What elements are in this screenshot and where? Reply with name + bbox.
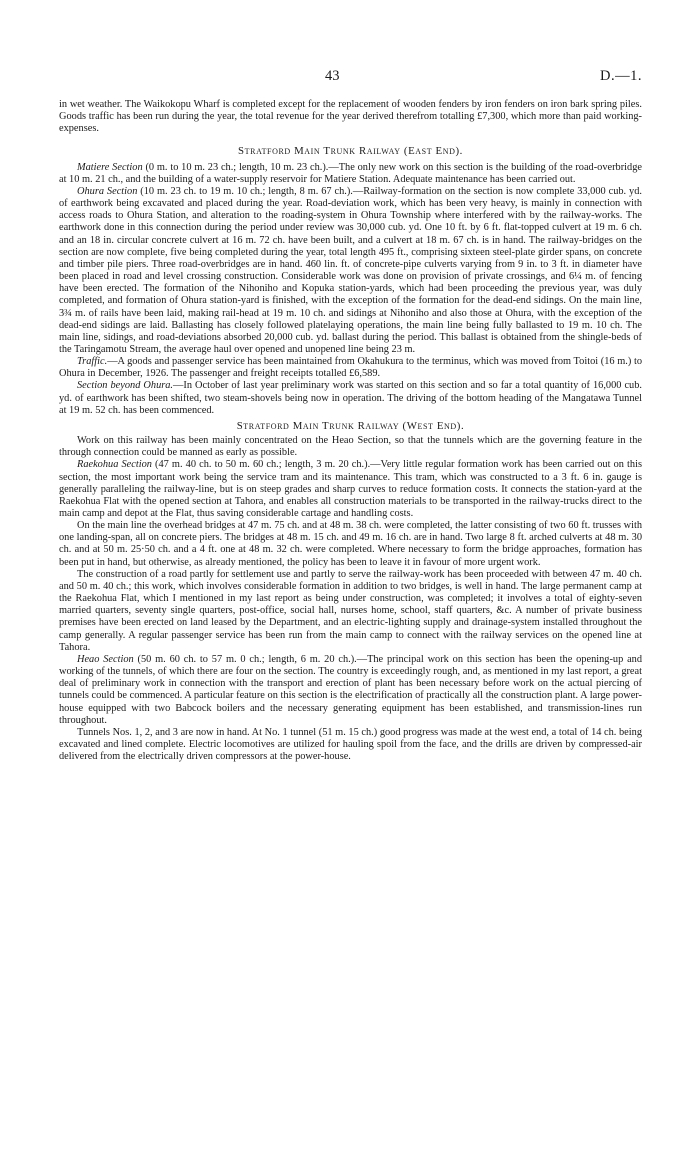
west-intro-paragraph: Work on this railway has been mainly concentrated on the Heao Section, so that the tunnels which are the governing feature in the through connection could be manned as early as possible. (59, 435, 642, 459)
main-line-paragraph: On the main line the overhead bridges at 47 m. 75 ch. and at 48 m. 38 ch. were completed, the latter consisting of two 60 ft. trusses with one landing-span, all on concrete piers. The bridges at 48 m. 15 ch. and 49 m. 16 ch. are in hand. Two large 8 ft. arched culverts at 48 m. 30 ch. and at 50 m. 25·50 ch. and a 4 ft. one at 48 m. 32 ch. were completed. Where necessary to form the bridge approaches, formation has been put in hand, but otherwise, as already mentioned, the policy has been to leave it in favour of more urgent work. (59, 520, 642, 568)
matiere-section-label: Matiere Section (77, 161, 143, 173)
document-reference: D.—1. (600, 68, 642, 84)
traffic-text: —A goods and passenger service has been maintained from Okahukura to the terminus, which was moved from Toitoi (16 m.) to Ohura in December, 1926. The passenger and freight receipts totalled £6,589. (59, 356, 642, 380)
section-heading-west-end: Stratford Main Trunk Railway (West End). (236, 419, 465, 432)
beyond-ohura-text: —In October of last year preliminary work was started on this section and so far a total quantity of 16,000 cub. yd. of earthwork has been shifted, two steam-shovels being now in operation. The driving of the bottom heading of the Mangatawa Tunnel at 19 m. 52 ch. has been commenced. (59, 380, 642, 416)
ohura-section-label: Ohura Section (77, 185, 138, 197)
traffic-paragraph (59, 356, 642, 380)
matiere-section-text: (0 m. to 10 m. 23 ch.; length, 10 m. 23 ch.).—The only new work on this section is the building of the road-overbridge at 10 m. 21 ch., and the building of a water-supply reservoir for Matiere Station. Adequate maintenance has been carried out. (59, 161, 642, 185)
raekohua-section-text: (47 m. 40 ch. to 50 m. 60 ch.; length, 3 m. 20 ch.).—Very little regular formation work has been carried out on this section, the most important work being the service tram and its maintenance. This tram, which was constructed to a 3 ft. 6 in. gauge is generally paralleling the railway-line, but is on steep grades and sharp curves to reduce formation costs. It connects the station-yard at the Raekohua Flat with the opened section at Tahora, and enables all construction materials to be transported in the railway-trucks direct to the main camp and depot at the Flat, thus saving considerable cartage and handling costs. (59, 459, 642, 519)
ohura-section-text: (10 m. 23 ch. to 19 m. 10 ch.; length, 8 m. 67 ch.).—Railway-formation on the section is now complete 33,000 cub. yd. of earthwork being excavated and placed during the year. Road-deviation work, which has been very heavy, is mainly in connection with access roads to Ohura Station, and alteration to the roading-system in Ohura Township where interfered with by the railway-works. The earthwork done in this connection during the period under review was 30,000 cub. yd. One 10 ft. by 6 ft. flat-topped culvert at 19 m. 6 ch. and an 18 in. circular concrete culvert at 16 m. 72 ch. have been built, and a culvert at 18 m. 67 ch. is in hand. The railway-bridges on the section are now complete, five being completed during the year, total length 495 ft., comprising sixteen steel-plate girder spans, on concrete and timber pile piers. Three road-overbridges are in hand. 460 lin. ft. of concrete-pipe culverts varying from 9 in. to 3 ft. in diameter have been placed in road and level crossing construction. Considerable work was done on provision of private crossings, and 6¼ m. of fencing have been erected. The formation of the Nihoniho and Kopuka station-yards, which had been proceeding the previous year, was duly completed, and formation of Ohura station-yard is finished, with the exception of the formation for the dead-end sidings. On the main line, 3¾ m. of rails have been laid, making rail-head at 19 m. 10 ch. and sidings at Nihoniho and also those at Ohura, with the exception of the dead-end sidings are laid. Ballasting has closely followed platelaying operations, the main line being fully ballasted to 19 m. 10 ch. The main line, sidings, and road-deviations absorbed 20,000 cub. yd. ballast during the period. This ballast is obtained from the shingle-beds of the Taringamotu Stream, the average haul over opened and unopened line being 23 m. (59, 185, 642, 355)
road-construction-paragraph: The construction of a road partly for settlement use and partly to serve the railway-work has been proceeded with between 47 m. 40 ch. and 50 m. 40 ch.; this work, which involves considerable formation in addition to two bridges, is well in hand. The large permanent camp at the Raekohua Flat, which I mentioned in my last report as being under construction, was completed; it involves a total of eighty-seven married quarters, seventy single quarters, post-office, social hall, nurses home, school, staff quarters, &c. A number of private business premises have been erected on land leased by the Department, and an electric-lighting supply and drainage-system installed throughout the camp generally. A regular passenger service has been run from the main camp to connect with the railway services on the opened line at Tahora. (59, 568, 642, 653)
heao-paragraph (59, 654, 642, 727)
section-heading-east-end: Stratford Main Trunk Railway (East End). (238, 145, 463, 158)
page-number: 43 (325, 68, 340, 84)
heao-section-text: (50 m. 60 ch. to 57 m. 0 ch.; length, 6 m. 20 ch.).—The principal work on this section has been the opening-up and working of the tunnels, of which there are four on the section. The country is exceedingly rough, and, as mentioned in my last report, a great deal of preliminary work in connection with the transport and erection of plant has been necessary before work on the actual piercing of tunnels could be commenced. A particular feature on this section is the electrification of practically all the construction plant. A large power-house equipped with two Babcock boilers and the necessary generating equipment has been established, and transmission-lines run throughout. (59, 653, 643, 726)
heao-section-label: Heao Section (77, 653, 134, 665)
matiere-paragraph (59, 162, 642, 186)
raekohua-section-label: Raekohua Section (77, 459, 152, 471)
beyond-ohura-paragraph (59, 380, 642, 416)
page-header (0, 68, 700, 88)
ohura-paragraph (59, 186, 642, 356)
tunnels-paragraph: Tunnels Nos. 1, 2, and 3 are now in hand. At No. 1 tunnel (51 m. 15 ch.) good progress was made at the west end, a total of 14 ch. being excavated and lined complete. Electric locomotives are utilized for hauling spoil from the face, and the drills are driven by compressed-air delivered from the electrically driven compressors at the power-house. (59, 726, 642, 763)
beyond-ohura-label: Section beyond Ohura. (77, 380, 174, 392)
raekohua-paragraph (59, 459, 642, 520)
document-body (59, 99, 642, 763)
traffic-label: Traffic. (77, 356, 108, 368)
intro-paragraph: in wet weather. The Waikokopu Wharf is completed except for the replacement of wooden fenders by iron fenders on iron bark spring piles. Goods traffic has been run during the year, the total revenue for the year derived therefrom totalling £7,300, which more than paid working-expenses. (59, 99, 642, 135)
